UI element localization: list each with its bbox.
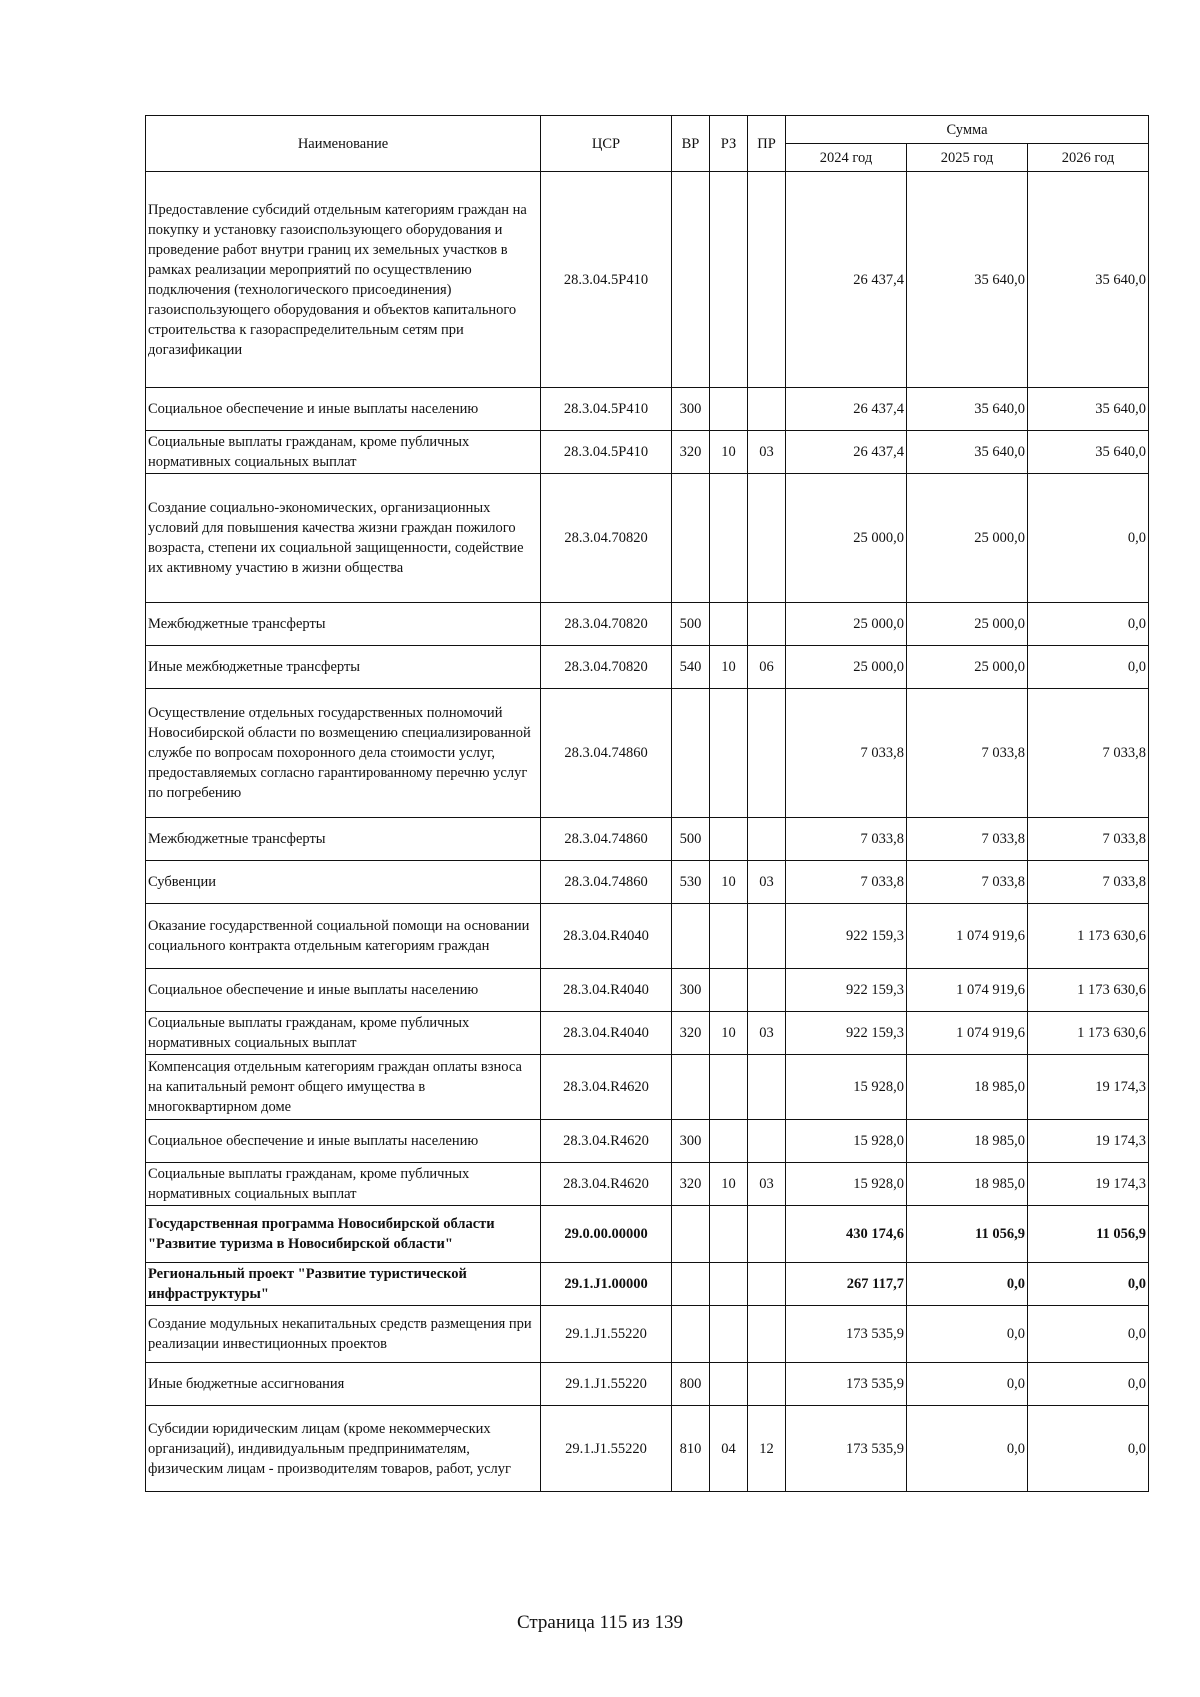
cell-rz: 10 — [710, 861, 748, 904]
cell-2026: 0,0 — [1028, 1363, 1149, 1406]
cell-vr — [672, 904, 710, 969]
table-body — [146, 172, 1149, 1492]
cell-rz — [710, 1120, 748, 1163]
table-row — [146, 861, 1149, 904]
cell-2026: 0,0 — [1028, 1263, 1149, 1306]
cell-vr: 540 — [672, 646, 710, 689]
table-row — [146, 1263, 1149, 1306]
cell-pr: 03 — [748, 431, 786, 474]
cell-name: Социальное обеспечение и иные выплаты населению — [146, 1120, 541, 1163]
cell-2025: 35 640,0 — [907, 431, 1028, 474]
cell-2025: 11 056,9 — [907, 1206, 1028, 1263]
cell-2025: 18 985,0 — [907, 1163, 1028, 1206]
table-row — [146, 1120, 1149, 1163]
table-row — [146, 1406, 1149, 1492]
cell-name: Субвенции — [146, 861, 541, 904]
header-csr: ЦСР — [541, 116, 672, 172]
cell-rz: 10 — [710, 1163, 748, 1206]
cell-2026: 7 033,8 — [1028, 818, 1149, 861]
cell-name: Социальное обеспечение и иные выплаты населению — [146, 969, 541, 1012]
header-vr: ВР — [672, 116, 710, 172]
cell-2024: 430 174,6 — [786, 1206, 907, 1263]
cell-vr: 500 — [672, 818, 710, 861]
cell-rz — [710, 1306, 748, 1363]
cell-2026: 0,0 — [1028, 603, 1149, 646]
cell-2025: 0,0 — [907, 1306, 1028, 1363]
page-number: Страница 115 из 139 — [516, 1612, 684, 1633]
cell-2024: 7 033,8 — [786, 689, 907, 818]
cell-2024: 26 437,4 — [786, 431, 907, 474]
cell-vr — [672, 1263, 710, 1306]
cell-2026: 0,0 — [1028, 474, 1149, 603]
cell-name: Субсидии юридическим лицам (кроме некоммерческих организаций), индивидуальным предпринимателям, физическим лицам - производителям товаров, работ, услуг — [146, 1406, 541, 1492]
header-year-2026: 2026 год — [1028, 144, 1149, 172]
cell-csr: 28.3.04.R4040 — [541, 969, 672, 1012]
cell-pr: 03 — [748, 861, 786, 904]
cell-vr — [672, 689, 710, 818]
cell-name: Межбюджетные трансферты — [146, 603, 541, 646]
cell-pr — [748, 603, 786, 646]
cell-2026: 35 640,0 — [1028, 388, 1149, 431]
cell-vr: 800 — [672, 1363, 710, 1406]
cell-2024: 173 535,9 — [786, 1406, 907, 1492]
cell-2025: 25 000,0 — [907, 603, 1028, 646]
cell-pr — [748, 388, 786, 431]
cell-name: Иные бюджетные ассигнования — [146, 1363, 541, 1406]
table-row — [146, 1306, 1149, 1363]
cell-2024: 25 000,0 — [786, 603, 907, 646]
cell-csr: 28.3.04.70820 — [541, 474, 672, 603]
cell-2025: 25 000,0 — [907, 474, 1028, 603]
cell-csr: 29.1.J1.55220 — [541, 1363, 672, 1406]
header-sum: Сумма — [786, 116, 1149, 144]
table-row — [146, 1055, 1149, 1120]
cell-name: Социальное обеспечение и иные выплаты населению — [146, 388, 541, 431]
cell-pr — [748, 1263, 786, 1306]
table-row — [146, 689, 1149, 818]
cell-vr: 500 — [672, 603, 710, 646]
cell-2025: 1 074 919,6 — [907, 1012, 1028, 1055]
cell-vr — [672, 474, 710, 603]
cell-name: Межбюджетные трансферты — [146, 818, 541, 861]
table-row — [146, 969, 1149, 1012]
cell-name: Региональный проект "Развитие туристической инфраструктуры" — [146, 1263, 541, 1306]
header-name: Наименование — [146, 116, 541, 172]
table-row — [146, 1206, 1149, 1263]
cell-2026: 19 174,3 — [1028, 1055, 1149, 1120]
cell-2025: 1 074 919,6 — [907, 904, 1028, 969]
cell-pr — [748, 1206, 786, 1263]
cell-rz: 10 — [710, 1012, 748, 1055]
cell-csr: 28.3.04.74860 — [541, 689, 672, 818]
cell-csr: 28.3.04.70820 — [541, 603, 672, 646]
cell-name: Создание социально-экономических, организационных условий для повышения качества жизни граждан пожилого возраста, степени их социальной защищенности, содействие их активному участию в жизни общества — [146, 474, 541, 603]
cell-vr — [672, 172, 710, 388]
cell-2026: 19 174,3 — [1028, 1120, 1149, 1163]
cell-csr: 28.3.04.R4040 — [541, 904, 672, 969]
cell-pr — [748, 689, 786, 818]
cell-2024: 15 928,0 — [786, 1163, 907, 1206]
cell-csr: 29.1.J1.00000 — [541, 1263, 672, 1306]
cell-2025: 18 985,0 — [907, 1120, 1028, 1163]
cell-2024: 922 159,3 — [786, 969, 907, 1012]
cell-csr: 28.3.04.R4620 — [541, 1163, 672, 1206]
cell-rz — [710, 969, 748, 1012]
table-row — [146, 474, 1149, 603]
table-row — [146, 646, 1149, 689]
cell-2024: 15 928,0 — [786, 1120, 907, 1163]
cell-2024: 15 928,0 — [786, 1055, 907, 1120]
cell-2025: 7 033,8 — [907, 689, 1028, 818]
cell-2026: 35 640,0 — [1028, 172, 1149, 388]
cell-vr: 810 — [672, 1406, 710, 1492]
cell-vr: 320 — [672, 1163, 710, 1206]
cell-pr: 12 — [748, 1406, 786, 1492]
cell-2025: 25 000,0 — [907, 646, 1028, 689]
cell-2024: 922 159,3 — [786, 1012, 907, 1055]
cell-name: Осуществление отдельных государственных полномочий Новосибирской области по возмещению специализированной службе по вопросам похоронного дела стоимости услуг, предоставляемых согласно гарантированному перечню услуг по погребению — [146, 689, 541, 818]
cell-pr — [748, 1055, 786, 1120]
cell-vr: 530 — [672, 861, 710, 904]
cell-pr: 06 — [748, 646, 786, 689]
cell-2024: 25 000,0 — [786, 474, 907, 603]
cell-pr — [748, 969, 786, 1012]
cell-2024: 173 535,9 — [786, 1363, 907, 1406]
cell-2025: 0,0 — [907, 1363, 1028, 1406]
cell-csr: 28.3.04.70820 — [541, 646, 672, 689]
cell-csr: 28.3.04.5Р410 — [541, 431, 672, 474]
cell-vr — [672, 1206, 710, 1263]
cell-rz — [710, 474, 748, 603]
cell-vr: 300 — [672, 1120, 710, 1163]
cell-rz: 04 — [710, 1406, 748, 1492]
cell-rz: 10 — [710, 431, 748, 474]
cell-csr: 29.1.J1.55220 — [541, 1406, 672, 1492]
cell-name: Предоставление субсидий отдельным категориям граждан на покупку и установку газоиспользующего оборудования и проведение работ внутри границ их земельных участков в рамках реализации мероприятий по осуществлению подключения (технологического присоединения) газоиспользующего оборудования и объектов капитального строительства к газораспределительным сетям при догазификации — [146, 172, 541, 388]
cell-2026: 0,0 — [1028, 1306, 1149, 1363]
table-header — [146, 116, 1149, 172]
table-row — [146, 818, 1149, 861]
cell-2025: 18 985,0 — [907, 1055, 1028, 1120]
cell-2026: 35 640,0 — [1028, 431, 1149, 474]
cell-rz — [710, 1363, 748, 1406]
cell-2026: 7 033,8 — [1028, 689, 1149, 818]
cell-csr: 29.0.00.00000 — [541, 1206, 672, 1263]
cell-vr: 300 — [672, 969, 710, 1012]
cell-rz — [710, 1263, 748, 1306]
cell-2024: 7 033,8 — [786, 818, 907, 861]
cell-csr: 28.3.04.74860 — [541, 818, 672, 861]
cell-rz — [710, 172, 748, 388]
cell-2026: 7 033,8 — [1028, 861, 1149, 904]
cell-rz — [710, 689, 748, 818]
cell-name: Государственная программа Новосибирской области "Развитие туризма в Новосибирской области" — [146, 1206, 541, 1263]
cell-vr — [672, 1306, 710, 1363]
header-pr: ПР — [748, 116, 786, 172]
cell-2024: 26 437,4 — [786, 388, 907, 431]
table-row — [146, 1012, 1149, 1055]
header-rz: РЗ — [710, 116, 748, 172]
cell-name: Создание модульных некапитальных средств размещения при реализации инвестиционных проектов — [146, 1306, 541, 1363]
header-year-2024: 2024 год — [786, 144, 907, 172]
cell-2026: 19 174,3 — [1028, 1163, 1149, 1206]
cell-2026: 0,0 — [1028, 1406, 1149, 1492]
cell-2024: 7 033,8 — [786, 861, 907, 904]
cell-rz — [710, 1206, 748, 1263]
table-row — [146, 1363, 1149, 1406]
cell-pr — [748, 904, 786, 969]
cell-2025: 0,0 — [907, 1263, 1028, 1306]
cell-2024: 26 437,4 — [786, 172, 907, 388]
cell-name: Оказание государственной социальной помощи на основании социального контракта отдельным категориям граждан — [146, 904, 541, 969]
table-row — [146, 904, 1149, 969]
cell-2024: 922 159,3 — [786, 904, 907, 969]
cell-vr: 320 — [672, 431, 710, 474]
cell-2024: 267 117,7 — [786, 1263, 907, 1306]
cell-2025: 0,0 — [907, 1406, 1028, 1492]
cell-vr: 320 — [672, 1012, 710, 1055]
table-row — [146, 603, 1149, 646]
cell-pr — [748, 1306, 786, 1363]
cell-2025: 35 640,0 — [907, 172, 1028, 388]
cell-2026: 1 173 630,6 — [1028, 904, 1149, 969]
table-row — [146, 388, 1149, 431]
cell-pr — [748, 1120, 786, 1163]
cell-2025: 7 033,8 — [907, 818, 1028, 861]
cell-pr — [748, 818, 786, 861]
cell-pr: 03 — [748, 1163, 786, 1206]
cell-vr: 300 — [672, 388, 710, 431]
cell-name: Иные межбюджетные трансферты — [146, 646, 541, 689]
cell-csr: 28.3.04.5Р410 — [541, 388, 672, 431]
table-row — [146, 1163, 1149, 1206]
cell-rz — [710, 1055, 748, 1120]
budget-table — [145, 115, 1149, 1492]
cell-2025: 7 033,8 — [907, 861, 1028, 904]
cell-csr: 28.3.04.R4040 — [541, 1012, 672, 1055]
cell-name: Социальные выплаты гражданам, кроме публичных нормативных социальных выплат — [146, 1163, 541, 1206]
cell-csr: 28.3.04.74860 — [541, 861, 672, 904]
cell-pr — [748, 172, 786, 388]
cell-vr — [672, 1055, 710, 1120]
cell-2026: 0,0 — [1028, 646, 1149, 689]
header-year-2025: 2025 год — [907, 144, 1028, 172]
cell-rz — [710, 904, 748, 969]
cell-2025: 1 074 919,6 — [907, 969, 1028, 1012]
cell-2026: 1 173 630,6 — [1028, 969, 1149, 1012]
cell-2024: 173 535,9 — [786, 1306, 907, 1363]
cell-name: Социальные выплаты гражданам, кроме публичных нормативных социальных выплат — [146, 1012, 541, 1055]
cell-rz — [710, 603, 748, 646]
table-row — [146, 431, 1149, 474]
cell-csr: 29.1.J1.55220 — [541, 1306, 672, 1363]
table-row — [146, 172, 1149, 388]
cell-pr — [748, 474, 786, 603]
cell-rz — [710, 818, 748, 861]
cell-pr — [748, 1363, 786, 1406]
cell-csr: 28.3.04.R4620 — [541, 1120, 672, 1163]
cell-rz: 10 — [710, 646, 748, 689]
cell-2026: 1 173 630,6 — [1028, 1012, 1149, 1055]
cell-rz — [710, 388, 748, 431]
cell-pr: 03 — [748, 1012, 786, 1055]
cell-name: Компенсация отдельным категориям граждан оплаты взноса на капитальный ремонт общего имущества в многоквартирном доме — [146, 1055, 541, 1120]
cell-2026: 11 056,9 — [1028, 1206, 1149, 1263]
cell-2024: 25 000,0 — [786, 646, 907, 689]
cell-name: Социальные выплаты гражданам, кроме публичных нормативных социальных выплат — [146, 431, 541, 474]
cell-csr: 28.3.04.R4620 — [541, 1055, 672, 1120]
cell-csr: 28.3.04.5Р410 — [541, 172, 672, 388]
cell-2025: 35 640,0 — [907, 388, 1028, 431]
